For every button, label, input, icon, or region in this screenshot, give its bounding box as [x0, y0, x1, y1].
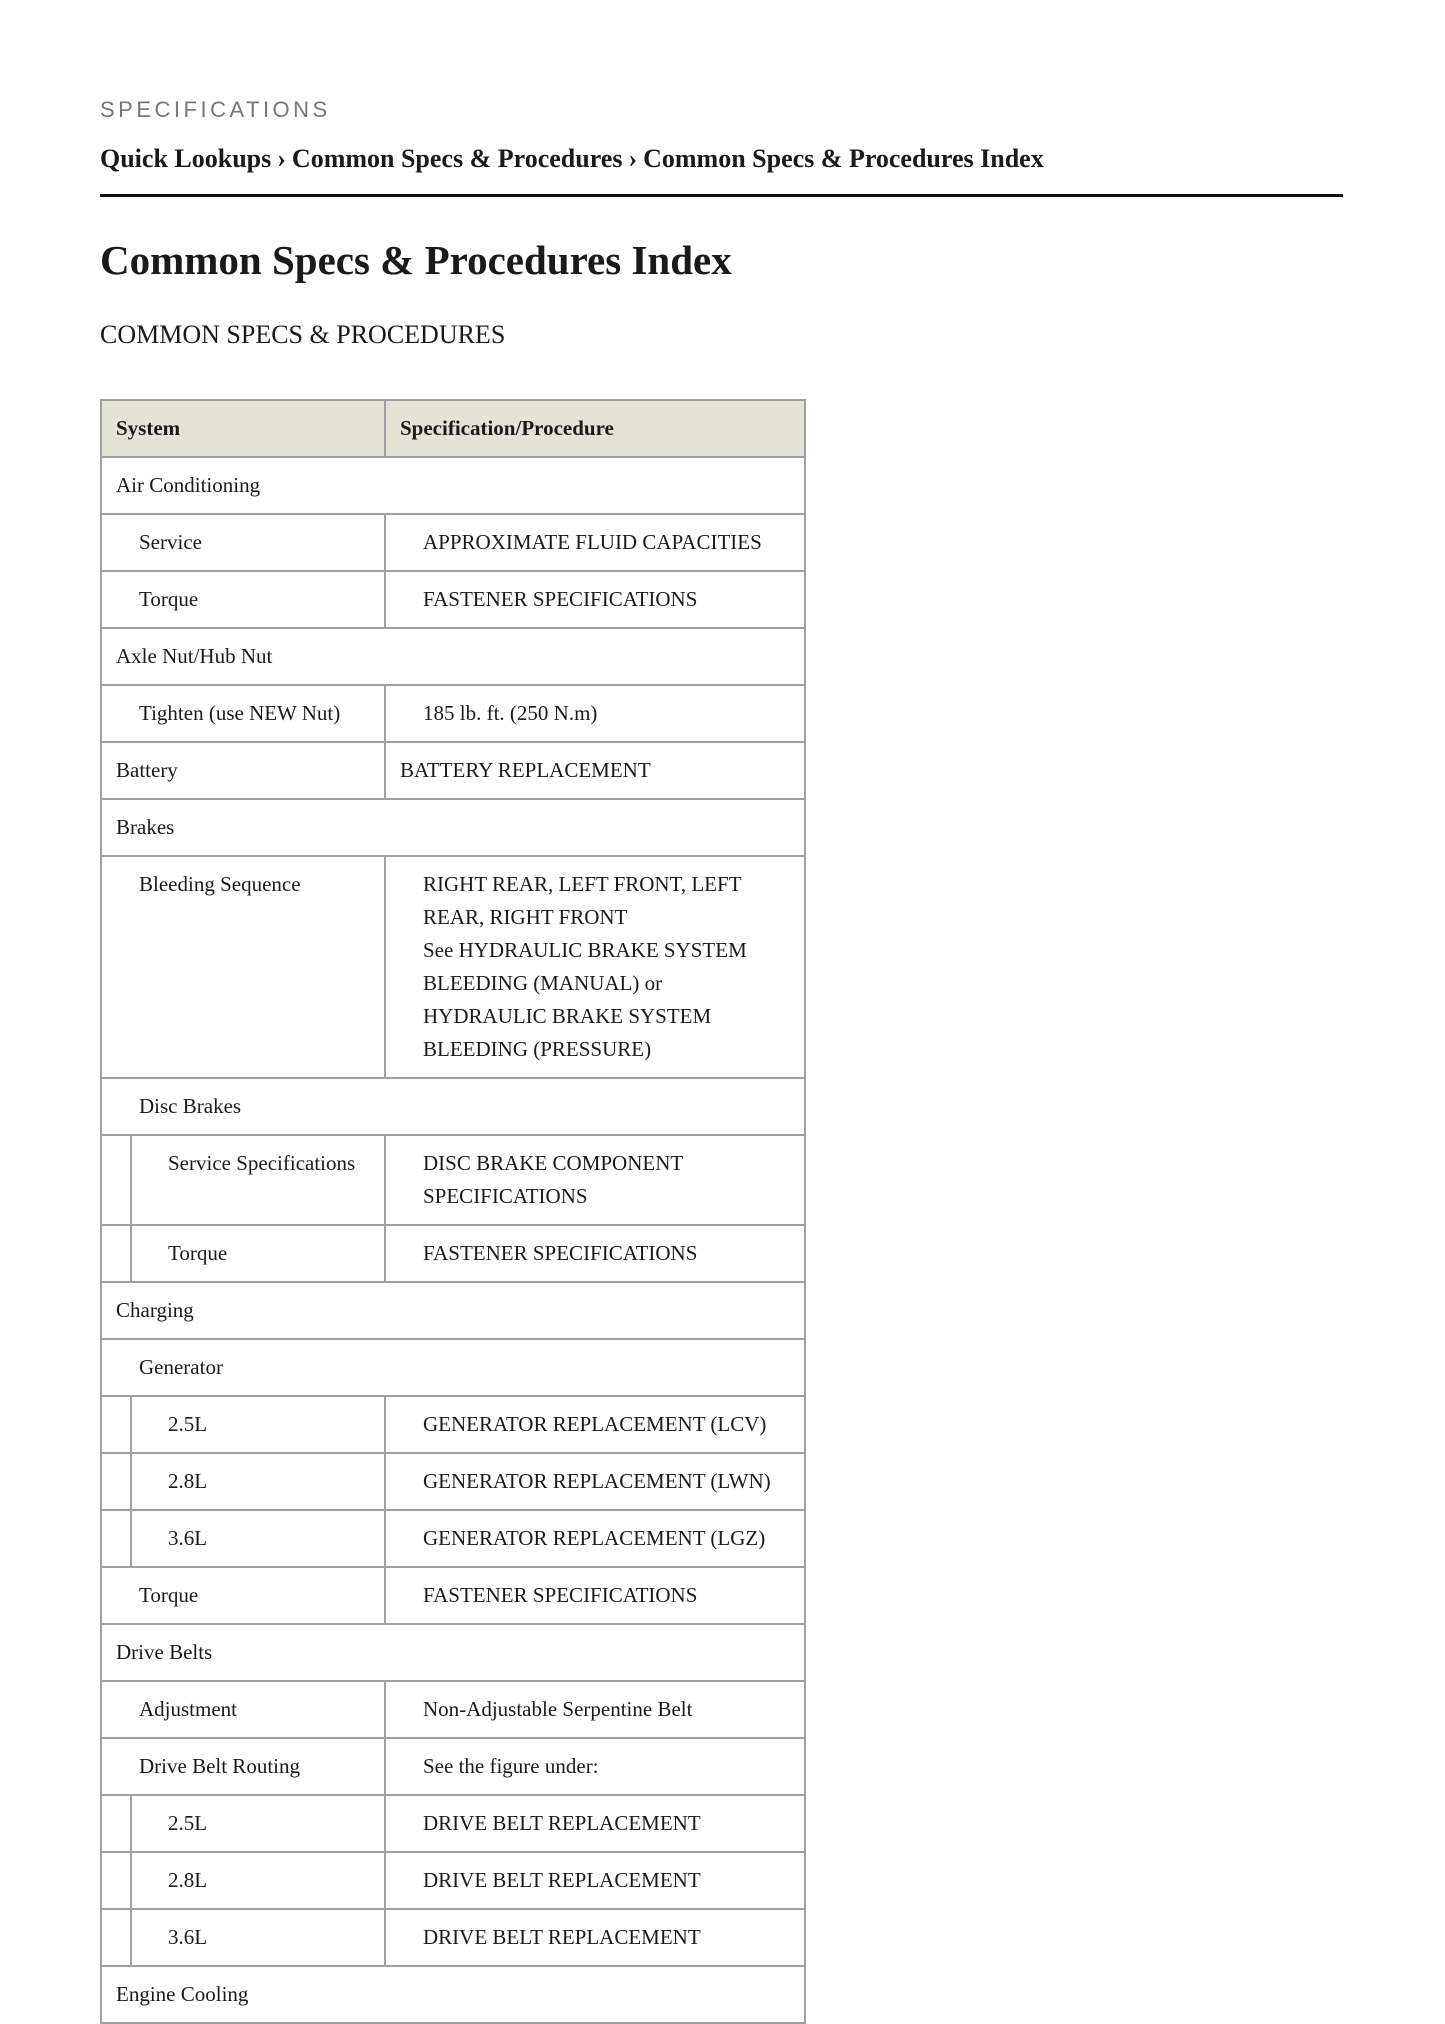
- table-row: [101, 685, 805, 742]
- table-row: [101, 856, 805, 1078]
- spec-cell: [385, 685, 805, 742]
- group-heading-cell: [101, 1966, 805, 2023]
- spec-text: APPROXIMATE FLUID CAPACITIES: [423, 530, 762, 554]
- system-label: Engine Cooling: [116, 1982, 249, 2006]
- system-cell: [131, 1396, 385, 1453]
- system-label: Tighten (use NEW Nut): [139, 701, 341, 725]
- system-label: 3.6L: [168, 1925, 208, 1949]
- system-label: Torque: [168, 1241, 228, 1265]
- table-row: [101, 1282, 805, 1339]
- system-cell: [101, 742, 385, 799]
- system-cell: [131, 1453, 385, 1510]
- indent-rail: [101, 1852, 131, 1909]
- spec-cell: [385, 1453, 805, 1510]
- indent-rail: [101, 1396, 131, 1453]
- spec-text: DRIVE BELT REPLACEMENT: [423, 1811, 701, 1835]
- system-label: Axle Nut/Hub Nut: [116, 644, 273, 668]
- table-row: [101, 1396, 805, 1453]
- system-label: Air Conditioning: [116, 473, 261, 497]
- spec-text: See HYDRAULIC BRAKE SYSTEM BLEEDING (MANUAL) or HYDRAULIC BRAKE SYSTEM BLEEDING (PRESSURE): [423, 938, 747, 1061]
- table-row: [101, 1225, 805, 1282]
- system-label: Generator: [139, 1355, 223, 1379]
- system-cell: [101, 1567, 385, 1624]
- section-eyebrow: SPECIFICATIONS: [100, 97, 331, 122]
- spec-text: DISC BRAKE COMPONENT SPECIFICATIONS: [423, 1151, 683, 1208]
- system-label: Adjustment: [139, 1697, 237, 1721]
- group-heading-cell: [101, 628, 805, 685]
- spec-cell: [385, 571, 805, 628]
- system-cell: [101, 571, 385, 628]
- section-title: COMMON SPECS & PROCEDURES: [100, 320, 506, 349]
- indent-rail: [101, 1909, 131, 1966]
- specs-table-body: [101, 457, 805, 2023]
- table-row: [101, 1738, 805, 1795]
- system-cell: [101, 856, 385, 1078]
- spec-text: DRIVE BELT REPLACEMENT: [423, 1868, 701, 1892]
- table-row: [101, 742, 805, 799]
- system-cell: [131, 1510, 385, 1567]
- spec-cell: [385, 1510, 805, 1567]
- spec-cell: [385, 1681, 805, 1738]
- column-header-system: System: [101, 400, 385, 457]
- table-header-row: [101, 400, 805, 457]
- spec-cell: [385, 1225, 805, 1282]
- spec-text: DRIVE BELT REPLACEMENT: [423, 1925, 701, 1949]
- table-row: [101, 1135, 805, 1225]
- spec-text: GENERATOR REPLACEMENT (LCV): [423, 1412, 767, 1436]
- group-heading-cell: [101, 1339, 805, 1396]
- breadcrumb-item-current: Common Specs & Procedures Index: [643, 144, 1044, 173]
- table-row: [101, 799, 805, 856]
- system-cell: [101, 685, 385, 742]
- spec-text: FASTENER SPECIFICATIONS: [423, 1583, 698, 1607]
- breadcrumb-separator: ›: [277, 144, 286, 173]
- system-cell: [131, 1852, 385, 1909]
- system-label: Bleeding Sequence: [139, 872, 301, 896]
- table-row: [101, 571, 805, 628]
- spec-cell: [385, 1396, 805, 1453]
- table-row: [101, 1795, 805, 1852]
- indent-rail: [101, 1453, 131, 1510]
- system-cell: [131, 1795, 385, 1852]
- spec-cell: [385, 742, 805, 799]
- spec-cell: [385, 1852, 805, 1909]
- system-label: Torque: [139, 1583, 199, 1607]
- system-label: 2.5L: [168, 1811, 208, 1835]
- system-cell: [101, 1681, 385, 1738]
- spec-text: 185 lb. ft. (250 N.m): [423, 701, 598, 725]
- table-row: [101, 1909, 805, 1966]
- spec-cell: [385, 1738, 805, 1795]
- table-row: [101, 514, 805, 571]
- system-label: Torque: [139, 587, 199, 611]
- table-row: [101, 1510, 805, 1567]
- table-row: [101, 1339, 805, 1396]
- spec-text: FASTENER SPECIFICATIONS: [423, 587, 698, 611]
- system-label: Drive Belts: [116, 1640, 213, 1664]
- table-row: [101, 1453, 805, 1510]
- table-row: [101, 1624, 805, 1681]
- table-row: [101, 1966, 805, 2023]
- spec-cell: [385, 1135, 805, 1225]
- system-label: 2.8L: [168, 1868, 208, 1892]
- system-label: Disc Brakes: [139, 1094, 242, 1118]
- spec-text: Non-Adjustable Serpentine Belt: [423, 1697, 693, 1721]
- table-row: [101, 1078, 805, 1135]
- spec-cell: [385, 514, 805, 571]
- breadcrumb-separator: ›: [628, 144, 638, 173]
- table-row: [101, 457, 805, 514]
- spec-text: See the figure under:: [423, 1754, 599, 1778]
- system-label: Service: [139, 530, 202, 554]
- spec-text: GENERATOR REPLACEMENT (LGZ): [423, 1526, 766, 1550]
- spec-text: RIGHT REAR, LEFT FRONT, LEFT REAR, RIGHT FRONT: [423, 872, 742, 929]
- spec-text: FASTENER SPECIFICATIONS: [423, 1241, 698, 1265]
- breadcrumb: [100, 142, 1343, 197]
- group-heading-cell: [101, 799, 805, 856]
- system-cell: [131, 1135, 385, 1225]
- indent-rail: [101, 1135, 131, 1225]
- system-label: Drive Belt Routing: [139, 1754, 300, 1778]
- table-row: [101, 1852, 805, 1909]
- system-cell: [131, 1225, 385, 1282]
- system-label: Service Specifications: [168, 1151, 356, 1175]
- breadcrumb-item-common-specs[interactable]: Common Specs & Procedures: [291, 144, 623, 173]
- group-heading-cell: [101, 1282, 805, 1339]
- group-heading-cell: [101, 1624, 805, 1681]
- column-header-spec: Specification/Procedure: [385, 400, 805, 457]
- system-label: Battery: [116, 758, 178, 782]
- spec-cell: [385, 1909, 805, 1966]
- table-row: [101, 1681, 805, 1738]
- system-label: Brakes: [116, 815, 175, 839]
- indent-rail: [101, 1225, 131, 1282]
- system-label: 2.5L: [168, 1412, 208, 1436]
- indent-rail: [101, 1510, 131, 1567]
- system-cell: [101, 1738, 385, 1795]
- page-title: Common Specs & Procedures Index: [100, 237, 732, 283]
- group-heading-cell: [101, 457, 805, 514]
- specs-table: [100, 399, 806, 2024]
- spec-text: GENERATOR REPLACEMENT (LWN): [423, 1469, 771, 1493]
- breadcrumb-item-quick-lookups[interactable]: Quick Lookups: [100, 144, 272, 173]
- system-label: 3.6L: [168, 1526, 208, 1550]
- system-cell: [131, 1909, 385, 1966]
- table-row: [101, 628, 805, 685]
- table-row: [101, 1567, 805, 1624]
- spec-text: BATTERY REPLACEMENT: [400, 758, 651, 782]
- system-label: Charging: [116, 1298, 194, 1322]
- spec-cell: [385, 856, 805, 1078]
- spec-cell: [385, 1795, 805, 1852]
- system-cell: [101, 514, 385, 571]
- indent-rail: [101, 1795, 131, 1852]
- system-label: 2.8L: [168, 1469, 208, 1493]
- group-heading-cell: [101, 1078, 805, 1135]
- spec-cell: [385, 1567, 805, 1624]
